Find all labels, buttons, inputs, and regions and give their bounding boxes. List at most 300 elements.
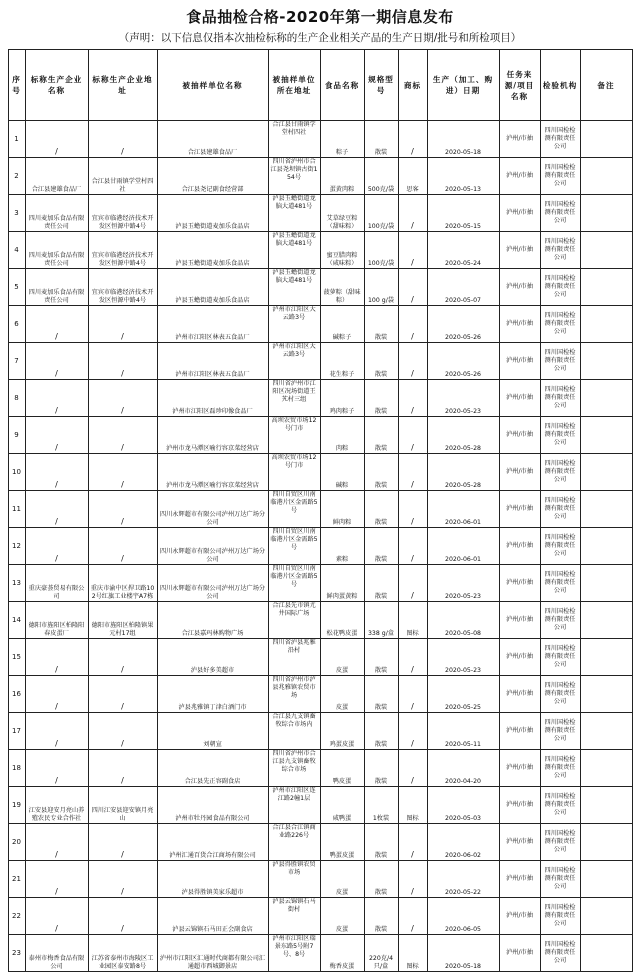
cell-remark (580, 121, 632, 158)
cell-trademark: / (398, 565, 427, 602)
cell-sampled-unit: 合江县嘉玛林购物广场 (157, 602, 268, 639)
cell-task-source: 泸州/市抽 (499, 602, 540, 639)
cell-index: 7 (8, 343, 25, 380)
cell-producer-address: 宜宾市临港经济技术开发区恒源中路4号 (88, 269, 157, 306)
cell-sampled-unit: 刘朝宣 (157, 713, 268, 750)
cell-producer-name: 泰州市梅香食品有限公司 (25, 935, 88, 972)
cell-remark (580, 195, 632, 232)
cell-producer-name: / (25, 528, 88, 565)
cell-agency: 四川国检检测有限责任公司 (540, 158, 580, 195)
cell-food-name: 咸鸭蛋 (320, 787, 364, 824)
cell-remark (580, 935, 632, 972)
cell-sampled-unit: 泸县玉蟾街道麦加乐食品店 (157, 195, 268, 232)
cell-agency: 四川国检检测有限责任公司 (540, 380, 580, 417)
cell-spec: 散装 (364, 639, 398, 676)
col-header-agency: 检验机构 (540, 50, 580, 121)
cell-sampled-unit: 泸县玉蟾街道麦加乐食品店 (157, 232, 268, 269)
cell-task-source: 泸州/市抽 (499, 121, 540, 158)
cell-agency: 四川国检检测有限责任公司 (540, 861, 580, 898)
cell-remark (580, 306, 632, 343)
cell-date: 2020-06-01 (427, 528, 499, 565)
cell-spec: 338 g/盒 (364, 602, 398, 639)
col-header-spec: 规格型号 (364, 50, 398, 121)
cell-trademark: / (398, 528, 427, 565)
cell-remark (580, 380, 632, 417)
cell-producer-name: 四川麦加乐食品有限责任公司 (25, 195, 88, 232)
cell-spec: 散装 (364, 380, 398, 417)
cell-date: 2020-05-08 (427, 602, 499, 639)
cell-index: 10 (8, 454, 25, 491)
cell-trademark: / (398, 861, 427, 898)
cell-sampled-address: 四川自贸区川南临港片区金需路5号 (268, 491, 320, 528)
table-body (8, 121, 632, 972)
cell-producer-name: / (25, 343, 88, 380)
cell-producer-address: 江苏省泰州市海陵区工业园区泰安路8号 (88, 935, 157, 972)
cell-remark (580, 491, 632, 528)
cell-trademark: / (398, 269, 427, 306)
cell-spec: 散装 (364, 713, 398, 750)
cell-sampled-address: 四川省泸州市江阳区况场街道王艽村三组 (268, 380, 320, 417)
cell-sampled-unit: 泸州市江阳区磊珍印像食品厂 (157, 380, 268, 417)
cell-spec: 100克/袋 (364, 195, 398, 232)
cell-spec: 散装 (364, 898, 398, 935)
cell-task-source: 泸州/市抽 (499, 713, 540, 750)
cell-food-name: 松花鸭皮蛋 (320, 602, 364, 639)
table-row (8, 750, 632, 787)
cell-date: 2020-05-26 (427, 306, 499, 343)
table-row (8, 639, 632, 676)
cell-producer-name: / (25, 639, 88, 676)
cell-spec: 100克/袋 (364, 232, 398, 269)
cell-sampled-unit: 四川永辉超市有限公司泸州万达广场分公司 (157, 528, 268, 565)
cell-food-name: 菠萝粽（甜味粽） (320, 269, 364, 306)
cell-sampled-unit: 合江县建雄食品厂 (157, 121, 268, 158)
cell-index: 20 (8, 824, 25, 861)
cell-food-name: 鲜肉蛋黄粽 (320, 565, 364, 602)
cell-agency: 四川国检检测有限责任公司 (540, 528, 580, 565)
cell-sampled-unit: 泸县玉蟾街道麦加乐食品店 (157, 269, 268, 306)
cell-producer-address: / (88, 121, 157, 158)
cell-producer-name: 德阳市旌阳区柏隆阳春皮蛋厂 (25, 602, 88, 639)
cell-agency: 四川国检检测有限责任公司 (540, 232, 580, 269)
cell-food-name: 肉粽 (320, 417, 364, 454)
cell-remark (580, 713, 632, 750)
cell-trademark: / (398, 380, 427, 417)
cell-trademark: / (398, 491, 427, 528)
cell-food-name: 鸭皮蛋 (320, 750, 364, 787)
cell-index: 19 (8, 787, 25, 824)
col-header-producer-name: 标称生产企业名称 (25, 50, 88, 121)
cell-task-source: 泸州/市抽 (499, 306, 540, 343)
cell-date: 2020-05-03 (427, 787, 499, 824)
cell-spec: 散装 (364, 306, 398, 343)
cell-spec: 散装 (364, 750, 398, 787)
cell-producer-address: / (88, 639, 157, 676)
cell-spec: 散装 (364, 861, 398, 898)
cell-date: 2020-06-05 (427, 898, 499, 935)
cell-task-source: 泸州/市抽 (499, 787, 540, 824)
col-header-date: 生产（加工、购进）日期 (427, 50, 499, 121)
cell-remark (580, 232, 632, 269)
col-header-sampled-address: 被抽样单位所在地址 (268, 50, 320, 121)
cell-trademark: / (398, 195, 427, 232)
cell-food-name: 皮蛋 (320, 639, 364, 676)
cell-remark (580, 787, 632, 824)
cell-index: 13 (8, 565, 25, 602)
cell-index: 14 (8, 602, 25, 639)
col-header-food-name: 食品名称 (320, 50, 364, 121)
table-row (8, 602, 632, 639)
cell-food-name: 皮蛋 (320, 898, 364, 935)
cell-agency: 四川国检检测有限责任公司 (540, 602, 580, 639)
cell-sampled-address: 合江县先市镇尤井国际广场 (268, 602, 320, 639)
cell-sampled-address: 泸县得胜镇农贸市场 (268, 861, 320, 898)
cell-sampled-unit: 泸州市牡丹园食品有限公司 (157, 787, 268, 824)
cell-producer-name: 四川麦加乐食品有限责任公司 (25, 269, 88, 306)
col-header-producer-address: 标称生产企业地址 (88, 50, 157, 121)
cell-spec: 散装 (364, 454, 398, 491)
table-row (8, 121, 632, 158)
cell-trademark: / (398, 713, 427, 750)
cell-producer-name: / (25, 121, 88, 158)
cell-index: 2 (8, 158, 25, 195)
cell-agency: 四川国检检测有限责任公司 (540, 565, 580, 602)
cell-remark (580, 824, 632, 861)
cell-producer-address: / (88, 713, 157, 750)
cell-spec: 散装 (364, 528, 398, 565)
cell-sampled-address: 高坝农贸市场12号门市 (268, 454, 320, 491)
cell-food-name: 碱粽子 (320, 306, 364, 343)
cell-producer-address: / (88, 528, 157, 565)
cell-agency: 四川国检检测有限责任公司 (540, 935, 580, 972)
cell-sampled-address: 泸州市江阳区大云路3号 (268, 343, 320, 380)
cell-producer-address: / (88, 750, 157, 787)
cell-index: 15 (8, 639, 25, 676)
cell-date: 2020-05-13 (427, 158, 499, 195)
cell-remark (580, 602, 632, 639)
cell-producer-name: / (25, 417, 88, 454)
cell-spec: 500克/袋 (364, 158, 398, 195)
cell-sampled-address: 合江县甘雨镇学堂村四社 (268, 121, 320, 158)
cell-task-source: 泸州/市抽 (499, 676, 540, 713)
col-header-remark: 备注 (580, 50, 632, 121)
table-row (8, 195, 632, 232)
cell-producer-address: / (88, 491, 157, 528)
cell-food-name: 鸡肉粽子 (320, 380, 364, 417)
cell-index: 18 (8, 750, 25, 787)
cell-sampled-address: 四川省泸州市合江县尧坝镇古街154号 (268, 158, 320, 195)
cell-index: 6 (8, 306, 25, 343)
table-row (8, 454, 632, 491)
table-row (8, 565, 632, 602)
cell-sampled-unit: 泸县得胜镇美家乐超市 (157, 861, 268, 898)
cell-remark (580, 158, 632, 195)
cell-agency: 四川国检检测有限责任公司 (540, 121, 580, 158)
cell-producer-address: 重庆市渝中区捍卫路102号红旗工业楼宇A7栋 (88, 565, 157, 602)
table-row (8, 343, 632, 380)
table-header (8, 50, 632, 121)
cell-date: 2020-05-15 (427, 195, 499, 232)
cell-index: 4 (8, 232, 25, 269)
page-title: 食品抽检合格-2020年第一期信息发布 (186, 8, 454, 26)
cell-sampled-unit: 泸州市江阳区汇通时代商都有限公司汇通超市西城御景店 (157, 935, 268, 972)
cell-producer-address: 宜宾市临港经济技术开发区恒源中路4号 (88, 195, 157, 232)
cell-producer-name: / (25, 898, 88, 935)
cell-producer-name: 江安县迎安月亮山养殖农民专业合作社 (25, 787, 88, 824)
cell-date: 2020-05-28 (427, 454, 499, 491)
cell-remark (580, 417, 632, 454)
cell-sampled-unit: 合江县先正容副食店 (157, 750, 268, 787)
cell-sampled-unit: 四川永辉超市有限公司泸州万达广场分公司 (157, 491, 268, 528)
cell-sampled-unit: 泸县云锦镇石马田正会副食店 (157, 898, 268, 935)
cell-sampled-address: 泸县玉蟾街道龙脑大道481号 (268, 195, 320, 232)
cell-spec: 220克/4只/盒 (364, 935, 398, 972)
table-row (8, 676, 632, 713)
cell-trademark: / (398, 750, 427, 787)
cell-agency: 四川国检检测有限责任公司 (540, 454, 580, 491)
cell-trademark: 图标 (398, 602, 427, 639)
cell-food-name: 鸭蛋皮蛋 (320, 824, 364, 861)
cell-agency: 四川国检检测有限责任公司 (540, 898, 580, 935)
cell-agency: 四川国检检测有限责任公司 (540, 713, 580, 750)
cell-agency: 四川国检检测有限责任公司 (540, 491, 580, 528)
cell-spec: 100 g/袋 (364, 269, 398, 306)
col-header-task-source: 任务来源/项目名称 (499, 50, 540, 121)
cell-sampled-address: 泸州市江阳区大云路3号 (268, 306, 320, 343)
table-row (8, 417, 632, 454)
cell-remark (580, 750, 632, 787)
cell-trademark: / (398, 121, 427, 158)
table-row (8, 861, 632, 898)
cell-task-source: 泸州/市抽 (499, 232, 540, 269)
cell-trademark: / (398, 824, 427, 861)
cell-index: 9 (8, 417, 25, 454)
cell-producer-name: 四川麦加乐食品有限责任公司 (25, 232, 88, 269)
cell-agency: 四川国检检测有限责任公司 (540, 195, 580, 232)
cell-food-name: 花生粽子 (320, 343, 364, 380)
cell-date: 2020-05-07 (427, 269, 499, 306)
cell-remark (580, 528, 632, 565)
cell-producer-name: 重庆豪荟贸易有限公司 (25, 565, 88, 602)
cell-task-source: 泸州/市抽 (499, 491, 540, 528)
cell-producer-address: / (88, 306, 157, 343)
cell-producer-name: / (25, 306, 88, 343)
cell-food-name: 蜜豆腊肉粽（咸味粽） (320, 232, 364, 269)
cell-task-source: 泸州/市抽 (499, 454, 540, 491)
cell-date: 2020-04-20 (427, 750, 499, 787)
cell-remark (580, 898, 632, 935)
cell-remark (580, 565, 632, 602)
cell-producer-address: / (88, 824, 157, 861)
cell-date: 2020-05-11 (427, 713, 499, 750)
table-row (8, 158, 632, 195)
cell-date: 2020-05-23 (427, 380, 499, 417)
cell-food-name: 皮蛋 (320, 861, 364, 898)
cell-producer-address: 宜宾市临港经济技术开发区恒源中路4号 (88, 232, 157, 269)
page-subtitle: （声明：以下信息仅指本次抽检标称的生产企业相关产品的生产日期/批号和所检项目） (118, 31, 522, 44)
cell-index: 5 (8, 269, 25, 306)
cell-index: 22 (8, 898, 25, 935)
cell-sampled-address: 四川自贸区川南临港片区金需路5号 (268, 565, 320, 602)
cell-sampled-address: 泸县云锦镇石马街村 (268, 898, 320, 935)
cell-task-source: 泸州/市抽 (499, 935, 540, 972)
cell-sampled-address: 合江县合江镇商业路226号 (268, 824, 320, 861)
cell-task-source: 泸州/市抽 (499, 824, 540, 861)
cell-sampled-address: 四川省泸州市泸县兆雅镇农贸市场 (268, 676, 320, 713)
cell-index: 23 (8, 935, 25, 972)
table-row (8, 306, 632, 343)
cell-trademark: / (398, 232, 427, 269)
cell-producer-name: / (25, 676, 88, 713)
cell-sampled-address: 泸州市江阳区连江路2幢1层 (268, 787, 320, 824)
cell-trademark: 思客 (398, 158, 427, 195)
cell-sampled-address: 四川省泸县兆雅沿村 (268, 639, 320, 676)
cell-trademark: / (398, 417, 427, 454)
table-row (8, 787, 632, 824)
cell-spec: 散装 (364, 121, 398, 158)
cell-agency: 四川国检检测有限责任公司 (540, 269, 580, 306)
cell-task-source: 泸州/市抽 (499, 898, 540, 935)
cell-index: 21 (8, 861, 25, 898)
cell-spec: 散装 (364, 824, 398, 861)
cell-date: 2020-05-28 (427, 417, 499, 454)
cell-trademark: 图标 (398, 935, 427, 972)
cell-sampled-unit: 泸县兆雅镇丁津白酒门市 (157, 676, 268, 713)
cell-date: 2020-05-25 (427, 676, 499, 713)
cell-index: 1 (8, 121, 25, 158)
cell-sampled-address: 合江县九支镇畜牧综合市场内 (268, 713, 320, 750)
cell-sampled-unit: 泸州汇通百货合江商场有限公司 (157, 824, 268, 861)
inspection-results-table (8, 49, 633, 972)
cell-spec: 散装 (364, 491, 398, 528)
table-row (8, 713, 632, 750)
cell-agency: 四川国检检测有限责任公司 (540, 824, 580, 861)
cell-sampled-unit: 四川永辉超市有限公司泸州万达广场分公司 (157, 565, 268, 602)
cell-agency: 四川国检检测有限责任公司 (540, 417, 580, 454)
table-row (8, 380, 632, 417)
cell-date: 2020-06-01 (427, 491, 499, 528)
cell-sampled-unit: 泸州市江阳区林表五食品厂 (157, 306, 268, 343)
table-row (8, 898, 632, 935)
cell-trademark: / (398, 343, 427, 380)
col-header-sampled-unit: 被抽样单位名称 (157, 50, 268, 121)
cell-spec: 散装 (364, 343, 398, 380)
cell-task-source: 泸州/市抽 (499, 269, 540, 306)
cell-producer-address: 合江县甘雨镇学堂村四社 (88, 158, 157, 195)
cell-agency: 四川国检检测有限责任公司 (540, 306, 580, 343)
cell-index: 8 (8, 380, 25, 417)
cell-sampled-unit: 泸州市江阳区林表五食品厂 (157, 343, 268, 380)
cell-date: 2020-06-02 (427, 824, 499, 861)
cell-producer-address: / (88, 861, 157, 898)
cell-producer-address: / (88, 343, 157, 380)
cell-remark (580, 343, 632, 380)
cell-index: 12 (8, 528, 25, 565)
cell-spec: 散装 (364, 565, 398, 602)
cell-spec: 散装 (364, 676, 398, 713)
cell-producer-name: / (25, 750, 88, 787)
cell-food-name: 鸡蛋皮蛋 (320, 713, 364, 750)
cell-trademark: / (398, 639, 427, 676)
cell-producer-name: / (25, 713, 88, 750)
cell-producer-address: / (88, 676, 157, 713)
cell-trademark: / (398, 676, 427, 713)
table-row (8, 824, 632, 861)
cell-producer-address: / (88, 417, 157, 454)
cell-sampled-address: 高坝农贸市场12号门市 (268, 417, 320, 454)
cell-producer-name: / (25, 861, 88, 898)
cell-index: 17 (8, 713, 25, 750)
cell-index: 11 (8, 491, 25, 528)
cell-sampled-unit: 泸县好多美超市 (157, 639, 268, 676)
cell-sampled-address: 四川省泸州市合江县九支镇畜牧综合市场 (268, 750, 320, 787)
cell-agency: 四川国检检测有限责任公司 (540, 676, 580, 713)
cell-date: 2020-05-24 (427, 232, 499, 269)
cell-sampled-unit: 泸州市龙马潭区喻行容京菜经营店 (157, 454, 268, 491)
cell-food-name: 素粽 (320, 528, 364, 565)
cell-agency: 四川国检检测有限责任公司 (540, 750, 580, 787)
cell-task-source: 泸州/市抽 (499, 343, 540, 380)
cell-date: 2020-05-22 (427, 861, 499, 898)
cell-date: 2020-05-18 (427, 121, 499, 158)
cell-task-source: 泸州/市抽 (499, 528, 540, 565)
cell-remark (580, 676, 632, 713)
cell-food-name: 粽子 (320, 121, 364, 158)
table-row (8, 935, 632, 972)
cell-trademark: 图标 (398, 787, 427, 824)
cell-food-name: 皮蛋 (320, 676, 364, 713)
cell-task-source: 泸州/市抽 (499, 639, 540, 676)
cell-food-name: 梅香皮蛋 (320, 935, 364, 972)
cell-index: 3 (8, 195, 25, 232)
cell-task-source: 泸州/市抽 (499, 565, 540, 602)
table-row (8, 491, 632, 528)
cell-task-source: 泸州/市抽 (499, 380, 540, 417)
table-row (8, 269, 632, 306)
cell-producer-address: 四川江安县迎安镇月亮山 (88, 787, 157, 824)
cell-task-source: 泸州/市抽 (499, 750, 540, 787)
cell-task-source: 泸州/市抽 (499, 158, 540, 195)
cell-date: 2020-05-18 (427, 935, 499, 972)
cell-remark (580, 454, 632, 491)
cell-producer-address: / (88, 898, 157, 935)
cell-date: 2020-05-23 (427, 565, 499, 602)
cell-food-name: 蛋黄肉粽 (320, 158, 364, 195)
cell-producer-address: / (88, 454, 157, 491)
cell-agency: 四川国检检测有限责任公司 (540, 787, 580, 824)
cell-remark (580, 861, 632, 898)
cell-spec: 散装 (364, 417, 398, 454)
cell-task-source: 泸州/市抽 (499, 861, 540, 898)
cell-sampled-unit: 泸州市龙马潭区喻行容京菜经营店 (157, 417, 268, 454)
cell-remark (580, 269, 632, 306)
cell-date: 2020-05-23 (427, 639, 499, 676)
cell-trademark: / (398, 898, 427, 935)
table-row (8, 232, 632, 269)
cell-producer-name: / (25, 380, 88, 417)
cell-sampled-address: 泸县玉蟾街道龙脑大道481号 (268, 269, 320, 306)
cell-agency: 四川国检检测有限责任公司 (540, 639, 580, 676)
col-header-index: 序号 (8, 50, 25, 121)
cell-remark (580, 639, 632, 676)
cell-producer-name: / (25, 824, 88, 861)
cell-producer-name: / (25, 454, 88, 491)
cell-sampled-address: 泸县玉蟾街道龙脑大道481号 (268, 232, 320, 269)
cell-producer-name: / (25, 491, 88, 528)
cell-producer-address: / (88, 380, 157, 417)
cell-producer-name: 合江县建雄食品厂 (25, 158, 88, 195)
cell-spec: 1枚装 (364, 787, 398, 824)
